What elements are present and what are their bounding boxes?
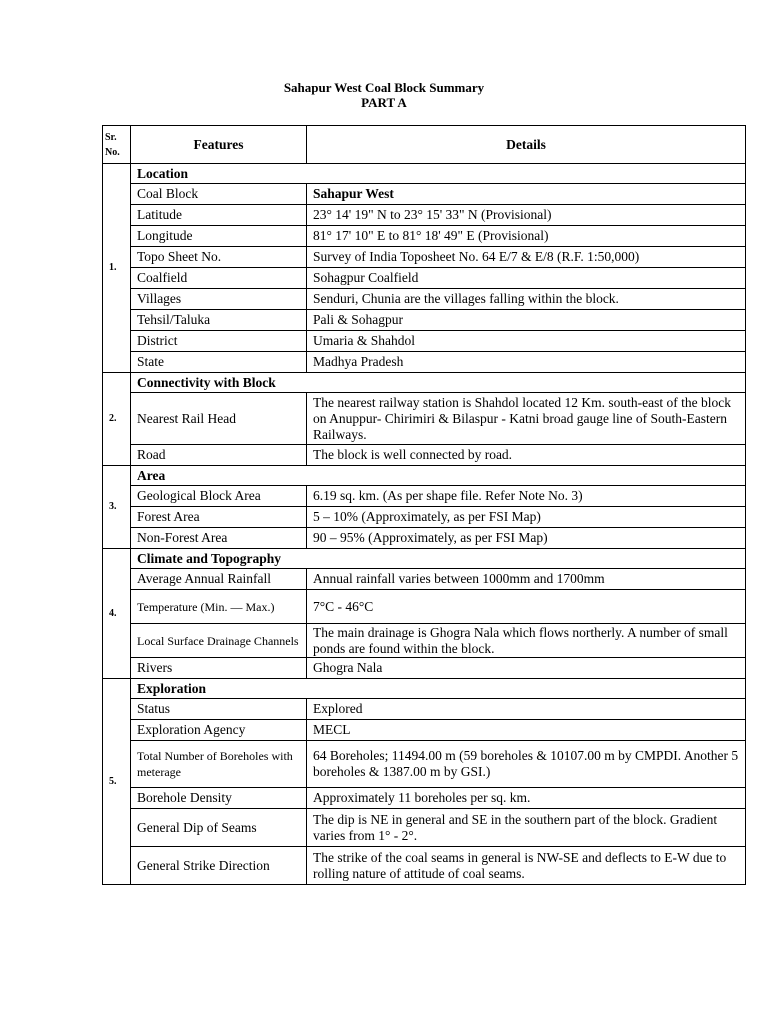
detail-cell: MECL xyxy=(307,720,746,741)
detail-cell: Sohagpur Coalfield xyxy=(307,268,746,289)
section-number: 4. xyxy=(103,549,131,679)
header-details: Details xyxy=(307,126,746,164)
feature-cell: Geological Block Area xyxy=(131,486,307,507)
table-row xyxy=(103,184,746,205)
section-heading: Connectivity with Block xyxy=(131,373,746,393)
feature-cell: Average Annual Rainfall xyxy=(131,569,307,590)
table-row xyxy=(103,226,746,247)
detail-cell: Pali & Sohagpur xyxy=(307,310,746,331)
section-heading: Area xyxy=(131,466,746,486)
detail-cell: Umaria & Shahdol xyxy=(307,331,746,352)
section-heading: Exploration xyxy=(131,679,746,699)
detail-cell: Sahapur West xyxy=(307,184,746,205)
feature-cell: Latitude xyxy=(131,205,307,226)
table-row xyxy=(103,847,746,885)
section-row-exploration xyxy=(103,679,746,699)
feature-cell: Road xyxy=(131,445,307,466)
document-title: Sahapur West Coal Block Summary xyxy=(283,80,485,95)
section-row-location xyxy=(103,164,746,184)
table-row xyxy=(103,624,746,658)
table-row xyxy=(103,486,746,507)
detail-cell: 64 Boreholes; 11494.00 m (59 boreholes & 10107.00 m by CMPDI. Another 5 boreholes & 1387.00 m by GSI.) xyxy=(307,741,746,788)
header-features: Features xyxy=(131,126,307,164)
table-row xyxy=(103,310,746,331)
feature-cell: Forest Area xyxy=(131,507,307,528)
table-row xyxy=(103,590,746,624)
detail-cell: 6.19 sq. km. (As per shape file. Refer Note No. 3) xyxy=(307,486,746,507)
section-heading: Climate and Topography xyxy=(131,549,746,569)
detail-cell: The dip is NE in general and SE in the southern part of the block. Gradient varies from 1° - 2°. xyxy=(307,809,746,847)
table-row xyxy=(103,205,746,226)
document-subtitle: PART A xyxy=(361,95,407,110)
detail-cell: Annual rainfall varies between 1000mm and 1700mm xyxy=(307,569,746,590)
detail-cell: 81° 17' 10" E to 81° 18' 49" E (Provisional) xyxy=(307,226,746,247)
feature-cell: General Dip of Seams xyxy=(131,809,307,847)
detail-cell: 23° 14' 19" N to 23° 15' 33" N (Provisional) xyxy=(307,205,746,226)
detail-cell: The nearest railway station is Shahdol located 12 Km. south-east of the block on Anuppur- Chirimiri & Bilaspur - Katni broad gauge line of South-Eastern Railways. xyxy=(307,393,746,445)
table-row xyxy=(103,741,746,788)
feature-cell: Nearest Rail Head xyxy=(131,393,307,445)
feature-cell: Total Number of Boreholes with meterage xyxy=(131,741,307,788)
feature-cell: Coal Block xyxy=(131,184,307,205)
detail-cell: Ghogra Nala xyxy=(307,658,746,679)
table-row xyxy=(103,658,746,679)
section-row-area xyxy=(103,466,746,486)
feature-cell: Coalfield xyxy=(131,268,307,289)
detail-cell: 90 – 95% (Approximately, as per FSI Map) xyxy=(307,528,746,549)
table-row xyxy=(103,528,746,549)
section-heading: Location xyxy=(131,164,746,184)
section-row-connectivity xyxy=(103,373,746,393)
table-row xyxy=(103,352,746,373)
table-row xyxy=(103,393,746,445)
feature-cell: General Strike Direction xyxy=(131,847,307,885)
feature-cell: Temperature (Min. — Max.) xyxy=(131,590,307,624)
feature-cell: District xyxy=(131,331,307,352)
table-row xyxy=(103,268,746,289)
table-row xyxy=(103,507,746,528)
detail-cell: 5 – 10% (Approximately, as per FSI Map) xyxy=(307,507,746,528)
table-header-row xyxy=(103,126,746,164)
table-row xyxy=(103,445,746,466)
detail-cell: Survey of India Toposheet No. 64 E/7 & E/8 (R.F. 1:50,000) xyxy=(307,247,746,268)
detail-cell: Madhya Pradesh xyxy=(307,352,746,373)
section-number: 5. xyxy=(103,679,131,885)
detail-cell: Senduri, Chunia are the villages falling within the block. xyxy=(307,289,746,310)
header-sr-no: Sr. No. xyxy=(103,126,131,164)
table-row xyxy=(103,247,746,268)
detail-cell: 7°C - 46°C xyxy=(307,590,746,624)
detail-cell: The main drainage is Ghogra Nala which flows northerly. A number of small ponds are found within the block. xyxy=(307,624,746,658)
table-row xyxy=(103,699,746,720)
feature-cell: Tehsil/Taluka xyxy=(131,310,307,331)
detail-cell: The strike of the coal seams in general is NW-SE and deflects to E-W due to rolling nature of attitude of coal seams. xyxy=(307,847,746,885)
table-row xyxy=(103,788,746,809)
feature-cell: Villages xyxy=(131,289,307,310)
feature-cell: Longitude xyxy=(131,226,307,247)
feature-cell: Status xyxy=(131,699,307,720)
table-row xyxy=(103,331,746,352)
feature-cell: State xyxy=(131,352,307,373)
section-number: 2. xyxy=(103,373,131,466)
table-row xyxy=(103,289,746,310)
feature-cell: Exploration Agency xyxy=(131,720,307,741)
feature-cell: Local Surface Drainage Channels xyxy=(131,624,307,658)
table-row xyxy=(103,809,746,847)
feature-cell: Borehole Density xyxy=(131,788,307,809)
section-number: 1. xyxy=(103,164,131,373)
feature-cell: Rivers xyxy=(131,658,307,679)
feature-cell: Non-Forest Area xyxy=(131,528,307,549)
table-row xyxy=(103,720,746,741)
feature-cell: Topo Sheet No. xyxy=(131,247,307,268)
section-row-climate xyxy=(103,549,746,569)
summary-table xyxy=(102,125,746,885)
detail-cell: The block is well connected by road. xyxy=(307,445,746,466)
section-number: 3. xyxy=(103,466,131,549)
detail-cell: Explored xyxy=(307,699,746,720)
table-row xyxy=(103,569,746,590)
detail-cell: Approximately 11 boreholes per sq. km. xyxy=(307,788,746,809)
